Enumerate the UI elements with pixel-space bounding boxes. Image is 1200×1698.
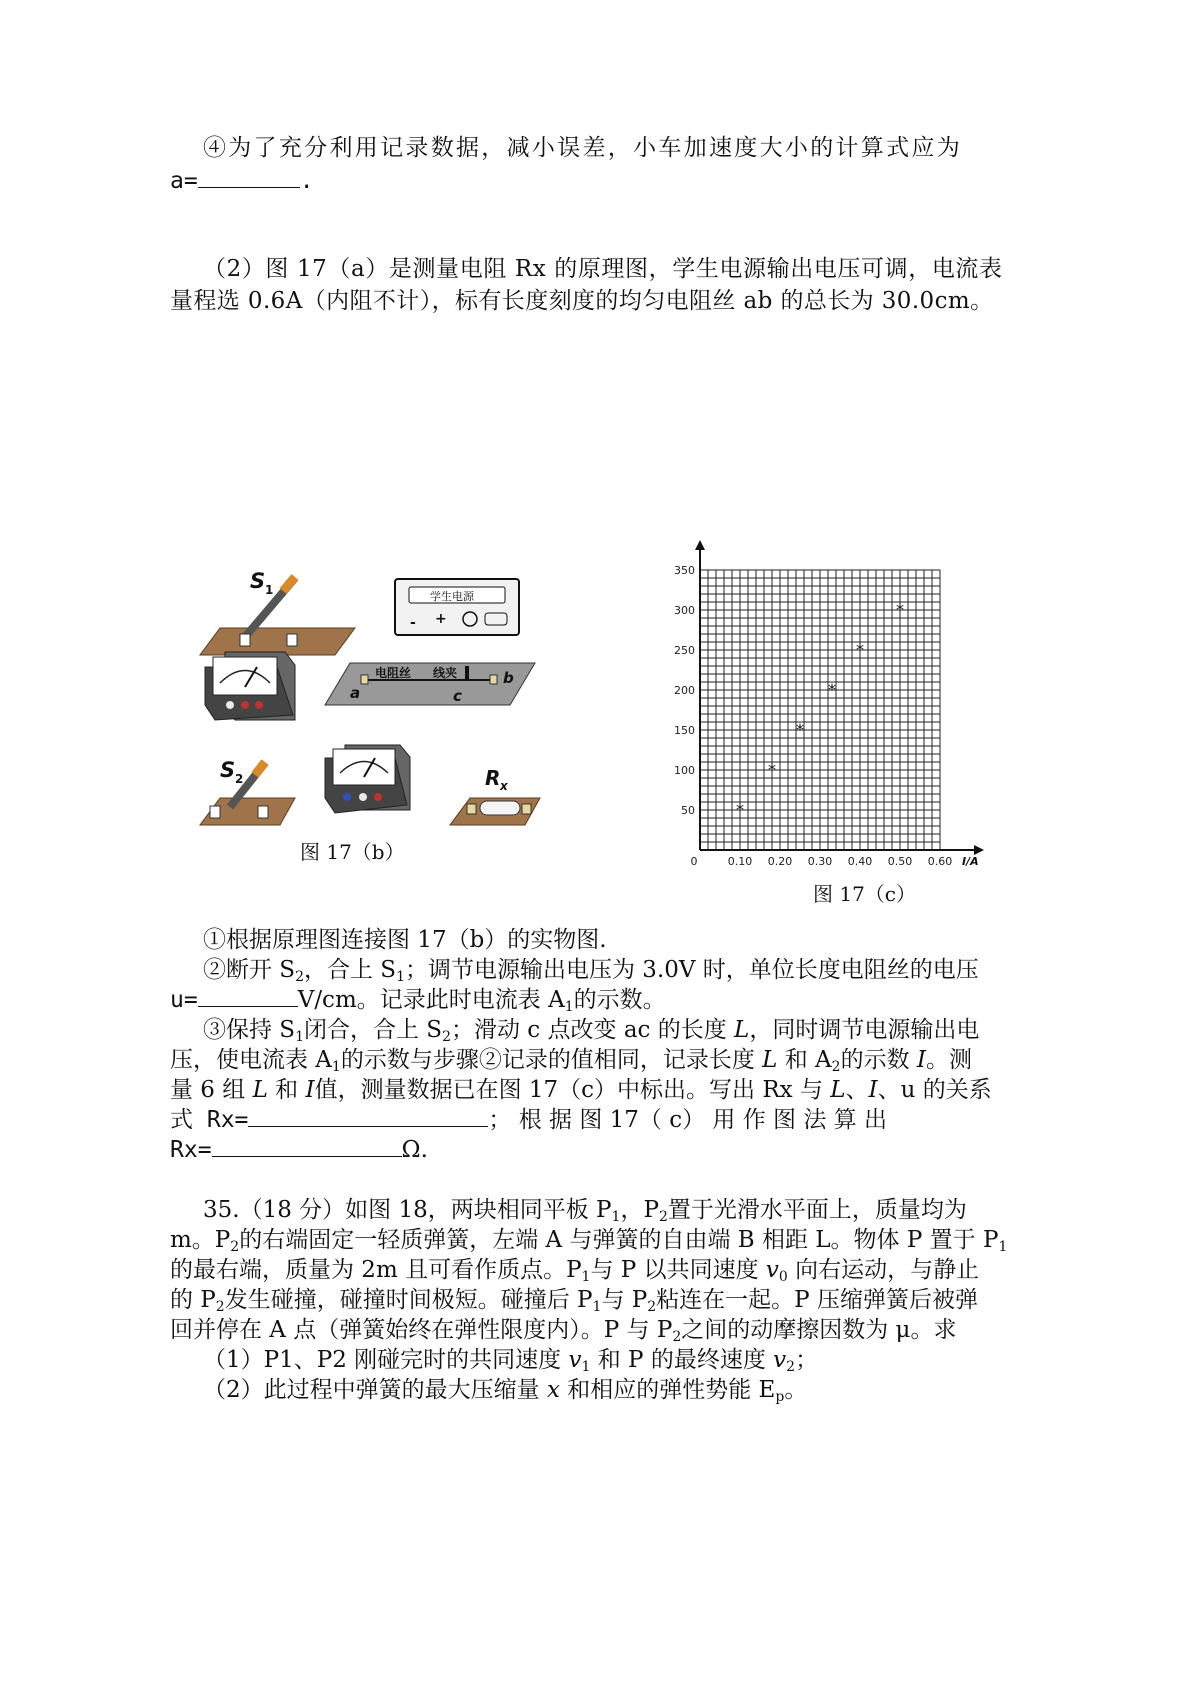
sub-v0: 0 — [778, 1269, 788, 1285]
sub-ep: p — [775, 1389, 785, 1405]
sub-p2: 2 — [658, 1209, 668, 1225]
q35-l4-b: 发生碰撞，碰撞时间极短。碰撞后 P — [224, 1287, 593, 1313]
y-tick-label: 50 — [681, 804, 695, 817]
resistor-rx — [450, 766, 540, 825]
step3-line2-e: 。测 — [926, 1047, 972, 1073]
var-v1: v — [568, 1347, 582, 1373]
u-prefix: u= — [170, 987, 198, 1013]
var-l: L — [734, 1017, 750, 1043]
switch-s1 — [200, 569, 355, 655]
sub-s1-b: 1 — [295, 1029, 304, 1045]
power-supply — [395, 579, 519, 635]
step3-line4-b: ； 根 据 图 17（ c） 用 作 图 法 算 出 — [488, 1107, 887, 1133]
answer-blank-u[interactable] — [198, 984, 298, 1007]
q35-l3-a: 的最右端，质量为 2m 且可看作质点。P — [170, 1257, 582, 1283]
end-a: a — [350, 684, 361, 702]
switch-s2 — [200, 758, 295, 825]
x-tick-label: 0.40 — [847, 855, 873, 868]
sub-v1: 1 — [581, 1359, 591, 1375]
end-b: b — [503, 669, 514, 687]
ammeter-a1 — [205, 652, 295, 720]
step3-line5 — [170, 1134, 428, 1166]
sub-p1-d: 1 — [592, 1299, 602, 1315]
x-tick-label: 0.30 — [807, 855, 833, 868]
sub-a1-b: 1 — [331, 1059, 341, 1075]
q4-line2 — [170, 165, 314, 197]
var-l-3: L — [252, 1077, 268, 1103]
step2-line2-end: 的示数。 — [573, 987, 666, 1013]
var-v2: v — [773, 1347, 787, 1373]
ammeter-a2 — [325, 745, 410, 813]
s2-label: S — [220, 758, 236, 782]
step3-line3-b: 和 — [275, 1077, 299, 1103]
figure-17b-apparatus — [195, 555, 565, 855]
step3-line3 — [170, 1074, 992, 1106]
sub-a2: 2 — [831, 1059, 841, 1075]
q35-ask1-b: 和 P 的最终速度 — [597, 1347, 766, 1373]
q35-l5-b: 之间的动摩擦因数为 μ。求 — [681, 1317, 957, 1343]
step3-line3-c: 值，测量数据已在图 17（c）中标出。写出 Rx 与 — [314, 1077, 823, 1103]
sub-p1-b: 1 — [998, 1239, 1008, 1255]
x-tick-label: 0.10 — [727, 855, 753, 868]
x-axis-arrow-icon — [974, 845, 984, 855]
y-tick-label: 150 — [674, 724, 695, 737]
q35-l2-b: 的右端固定一轻质弹簧，左端 A 与弹簧的自由端 B 相距 L。物体 P 置于 P — [239, 1227, 999, 1253]
q35-l3-c: 向右运动，与静止 — [795, 1257, 980, 1283]
sub-p2-e: 2 — [672, 1329, 682, 1345]
data-point: * — [856, 640, 864, 659]
q35-ask2-b: 和相应的弹性势能 E — [567, 1377, 776, 1403]
sub-s2-b: 2 — [442, 1029, 451, 1045]
step3-line2-b: 的示数与步骤②记录的值相同，记录长度 — [340, 1047, 755, 1073]
rx-label: R — [485, 766, 501, 790]
var-i-2: I — [305, 1077, 315, 1103]
y-tick-label: 300 — [674, 604, 695, 617]
x-tick-label: 0 — [690, 855, 698, 868]
sub-p2-b: 2 — [230, 1239, 240, 1255]
sub-s1: 1 — [396, 969, 405, 985]
q35-l4-a: 的 P — [170, 1287, 216, 1313]
step3-part-c: ；滑动 c 点改变 ac 的长度 — [451, 1017, 727, 1043]
step3-line3-e: 、u 的关系 — [877, 1077, 992, 1103]
sub-p2-d: 2 — [647, 1299, 657, 1315]
step3-line4 — [170, 1104, 887, 1136]
sub-p1: 1 — [611, 1209, 621, 1225]
answer-blank-rx-formula[interactable] — [248, 1104, 488, 1127]
sub-s2: 2 — [295, 969, 304, 985]
part2-line1: （2）图 17（a）是测量电阻 Rx 的原理图，学生电源输出电压可调，电流表 — [203, 256, 1003, 282]
q35-l5-a: 回并停在 A 点（弹簧始终在弹性限度内）。P 与 P — [170, 1317, 673, 1343]
q4-prefix: a= — [170, 168, 198, 194]
step2-part-a: ②断开 S — [203, 957, 296, 983]
q4-line1: ④为了充分利用记录数据，减小误差，小车加速度大小的计算式应为 — [203, 135, 962, 161]
x-tick-label: 0.20 — [767, 855, 793, 868]
power-plus: + — [435, 611, 447, 627]
answer-blank-rx-value[interactable] — [212, 1134, 402, 1157]
answer-blank-a[interactable] — [198, 165, 300, 188]
s1-label: S — [250, 569, 266, 593]
data-point: * — [896, 600, 904, 619]
part2-line2: 量程选 0.6A（内阻不计），标有长度刻度的均匀电阻丝 ab 的总长为 30.0cm。 — [170, 288, 994, 314]
step2-part-b: ，合上 S — [304, 957, 397, 983]
q35-ask2-c: 。 — [784, 1377, 808, 1403]
x-axis-label: I/A — [962, 855, 979, 868]
figure-17b-caption: 图 17（b） — [300, 840, 405, 864]
step3-part-a: ③保持 S — [203, 1017, 296, 1043]
point-c: c — [453, 687, 462, 705]
q35-ask1-a: （1）P1、P2 刚碰完时的共同速度 — [203, 1347, 562, 1373]
var-i: I — [916, 1047, 926, 1073]
resistance-wire-board — [325, 663, 535, 705]
var-l-4: L — [830, 1077, 846, 1103]
var-i-3: I — [868, 1077, 878, 1103]
q35-ask2 — [203, 1374, 807, 1413]
wire-label: 电阻丝 — [375, 666, 412, 680]
q4-suffix: . — [299, 168, 314, 194]
sub-v2: 2 — [786, 1359, 796, 1375]
var-v0: v — [765, 1257, 779, 1283]
var-x: x — [546, 1377, 560, 1403]
q35-ask1-c: ； — [795, 1347, 819, 1373]
step3-line2-a: 压，使电流表 A — [170, 1047, 332, 1073]
rx-value-prefix: Rx= — [170, 1137, 212, 1163]
power-minus: - — [410, 615, 416, 631]
step3-line2-c: 和 A — [784, 1047, 832, 1073]
x-tick-label: 0.50 — [887, 855, 913, 868]
step3-line2-d: 的示数 — [840, 1047, 910, 1073]
q35-l4-c: 与 P — [601, 1287, 648, 1313]
q35-l1-b: ，P — [620, 1197, 659, 1223]
data-point: * — [828, 680, 836, 699]
var-l-2: L — [762, 1047, 778, 1073]
step3-line3-d: 、 — [845, 1077, 869, 1103]
clip-label: 线夹 — [433, 666, 458, 680]
sub-p2-c: 2 — [215, 1299, 225, 1315]
y-tick-label: 100 — [674, 764, 695, 777]
s1-sub: 1 — [265, 583, 274, 597]
q35-l2-a: m。P — [170, 1227, 231, 1253]
step3-part-d: ，同时调节电源输出电 — [749, 1017, 980, 1043]
data-point: * — [796, 720, 804, 739]
q35-l1-a: 35.（18 分）如图 18，两块相同平板 P — [203, 1197, 612, 1223]
rx-formula-prefix: 式 Rx= — [170, 1107, 249, 1133]
y-axis-arrow-icon — [695, 540, 705, 550]
q35-l3-b: 与 P 以共同速度 — [590, 1257, 759, 1283]
step2-part-c: ；调节电源输出电压为 3.0V 时，单位长度电阻丝的电压 — [405, 957, 979, 983]
sub-a1: 1 — [564, 999, 574, 1015]
figure-17c-caption: 图 17（c） — [813, 882, 917, 906]
q35-l1-c: 置于光滑水平面上，质量均为 — [667, 1197, 967, 1223]
step1-text: ①根据原理图连接图 17（b）的实物图. — [203, 927, 607, 953]
q35-l4-d: 粘连在一起。P 压缩弹簧后被弹 — [656, 1287, 978, 1313]
rx-sub: x — [500, 779, 508, 793]
step3-part-b: 闭合，合上 S — [304, 1017, 443, 1043]
rx-unit: Ω. — [401, 1137, 428, 1163]
power-supply-label: 学生电源 — [430, 590, 474, 603]
step2-line2-mid: V/cm。记录此时电流表 A — [297, 987, 565, 1013]
figure-17c-chart — [660, 535, 1000, 875]
y-tick-label: 250 — [674, 644, 695, 657]
y-tick-label: 200 — [674, 684, 695, 697]
step3-line3-a: 量 6 组 — [170, 1077, 246, 1103]
q35-ask2-a: （2）此过程中弹簧的最大压缩量 — [203, 1377, 540, 1403]
y-tick-label: 350 — [674, 564, 695, 577]
x-tick-label: 0.60 — [927, 855, 953, 868]
sub-p1-c: 1 — [581, 1269, 591, 1285]
data-point: * — [768, 760, 776, 779]
data-point: * — [736, 800, 744, 819]
s2-sub: 2 — [235, 772, 244, 786]
